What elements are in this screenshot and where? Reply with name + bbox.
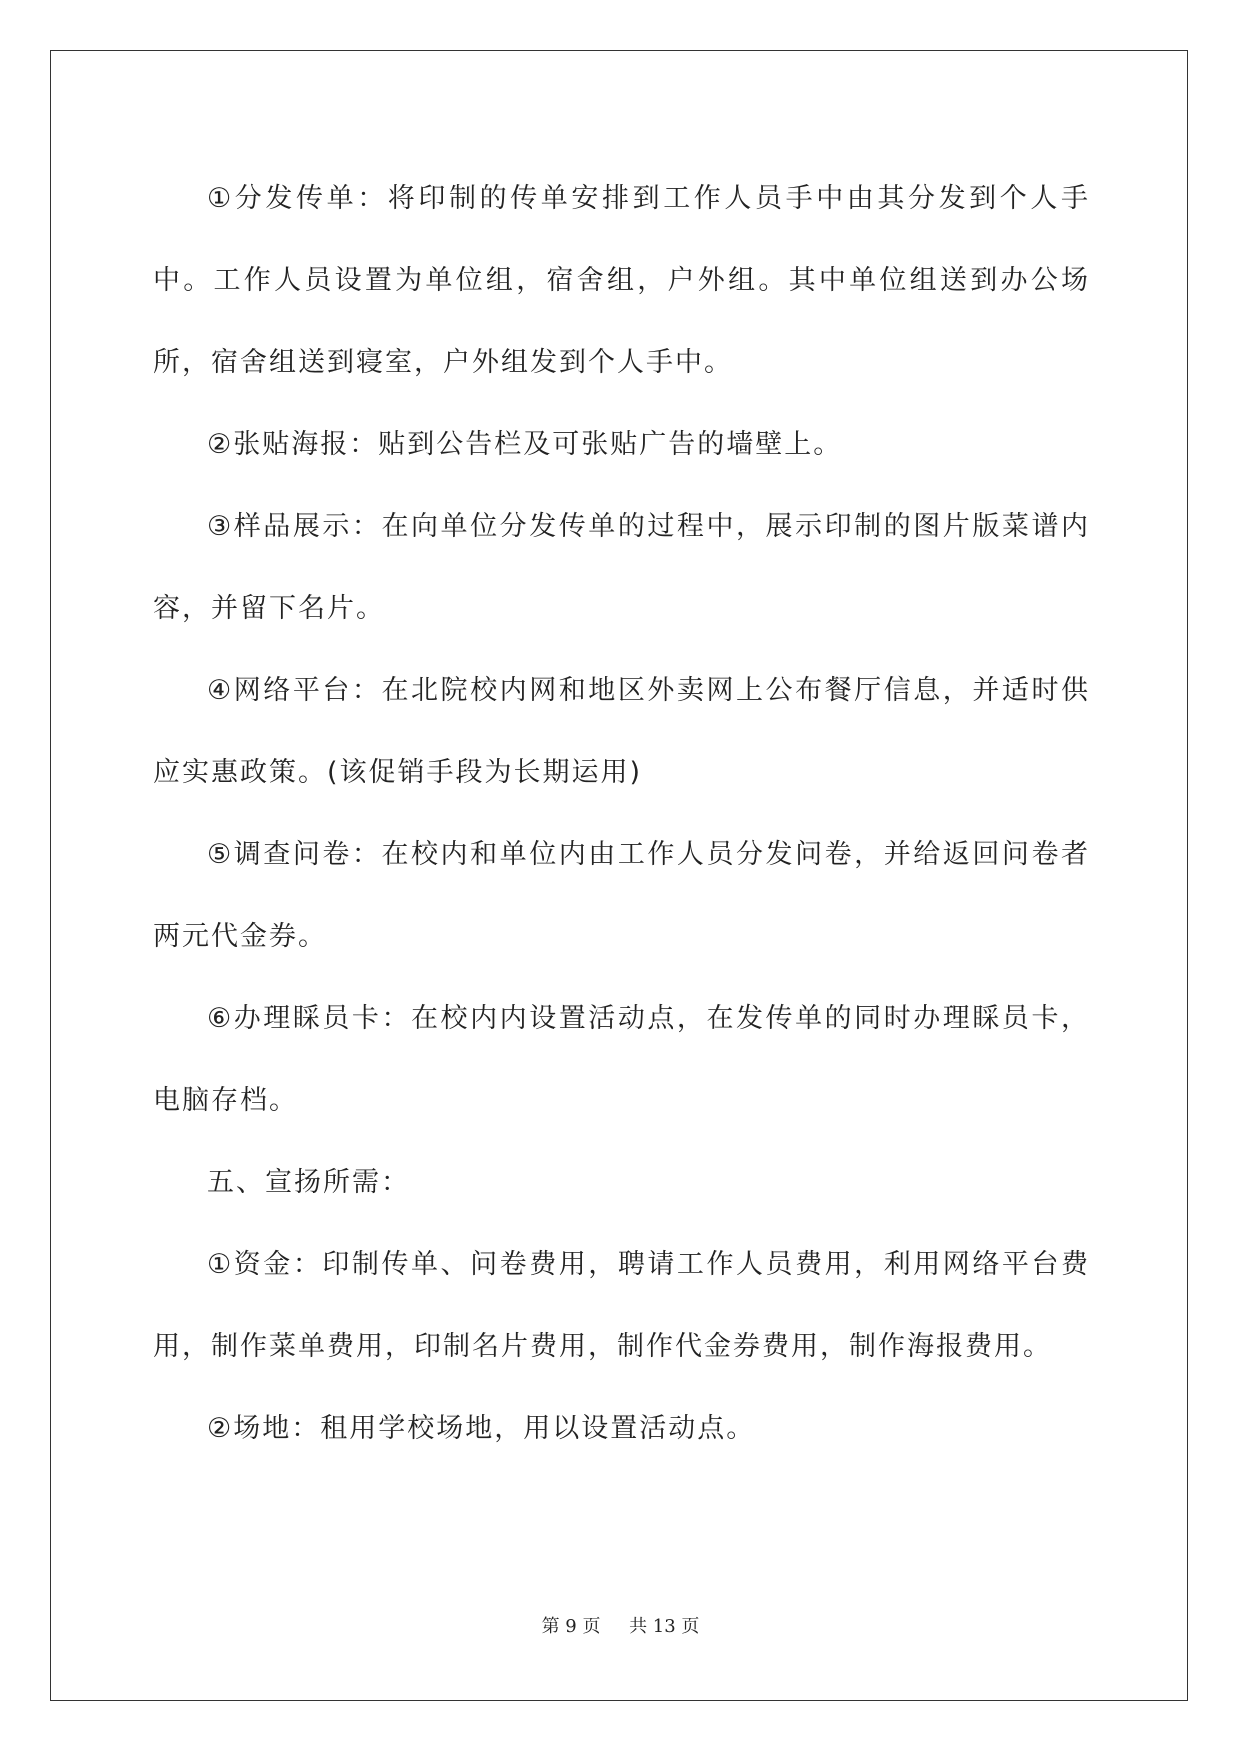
paragraph-venue: ②场地：租用学校场地，用以设置活动点。 (207, 1413, 756, 1444)
paragraph-posters: ②张贴海报：贴到公告栏及可张贴广告的墙壁上。 (207, 429, 843, 460)
paragraph-sample-display: ③样品展示：在向单位分发传单的过程中，展示印制的图片版菜谱内容，并留下名片。 (153, 511, 1090, 624)
document-body (153, 158, 1090, 1470)
section-heading-promotion-needs: 五、宣扬所需： (207, 1167, 410, 1198)
paragraph-funds: ①资金：印制传单、问卷费用，聘请工作人员费用，利用网络平台费用，制作菜单费用，印制名片费用，制作代金券费用，制作海报费用。 (153, 1249, 1090, 1362)
paragraph-distribute-flyers: ①分发传单：将印制的传单安排到工作人员手中由其分发到个人手中。工作人员设置为单位组，宿舍组，户外组。其中单位组送到办公场所，宿舍组送到寝室，户外组发到个人手中。 (153, 183, 1090, 378)
paragraph-survey: ⑤调查问卷：在校内和单位内由工作人员分发问卷，并给返回问卷者两元代金券。 (153, 839, 1090, 952)
paragraph-online-platform: ④网络平台：在北院校内网和地区外卖网上公布餐厅信息，并适时供应实惠政策。(该促销手段为长期运用) (153, 675, 1090, 788)
page-total: 共 13 页 (629, 1616, 700, 1637)
page-footer (0, 1612, 1241, 1638)
paragraph-member-card: ⑥办理睬员卡：在校内内设置活动点，在发传单的同时办理睬员卡，电脑存档。 (153, 1003, 1090, 1116)
page-number: 第 9 页 (541, 1616, 601, 1637)
